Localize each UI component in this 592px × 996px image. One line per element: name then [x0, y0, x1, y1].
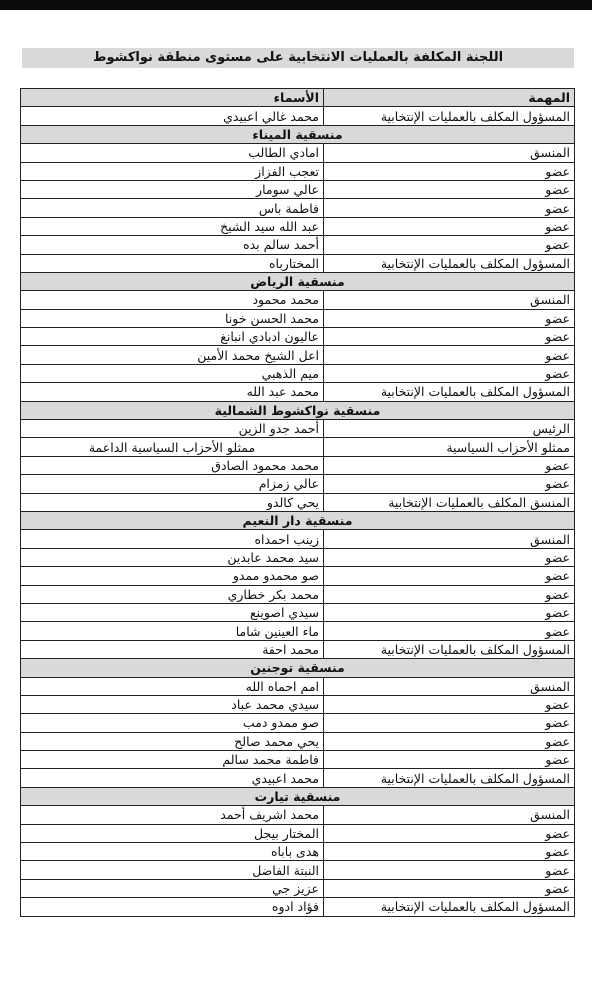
table-row	[21, 309, 575, 327]
role-cell: المنسق	[324, 291, 575, 309]
name-cell: عبد الله سيد الشيخ	[21, 217, 324, 235]
table-row	[21, 861, 575, 879]
top-border	[0, 0, 592, 10]
role-cell: المنسق	[324, 144, 575, 162]
section-header-row	[21, 511, 575, 529]
name-cell: اعل الشيخ محمد الأمين	[21, 346, 324, 364]
section-header-row	[21, 787, 575, 805]
role-cell: عضو	[324, 162, 575, 180]
table-row	[21, 769, 575, 787]
role-cell: عضو	[324, 567, 575, 585]
name-cell: ميم الذهبي	[21, 364, 324, 382]
role-cell: عضو	[324, 861, 575, 879]
name-cell: صو محمدو ممدو	[21, 567, 324, 585]
role-cell: الرئيس	[324, 420, 575, 438]
table-row	[21, 291, 575, 309]
name-cell: محمد الحسن خونا	[21, 309, 324, 327]
name-cell: أحمد سالم بده	[21, 236, 324, 254]
table-row	[21, 438, 575, 456]
name-cell: عالي زمزام	[21, 475, 324, 493]
section-title: منسقية دار النعيم	[21, 511, 575, 529]
section-title: منسقية نواكشوط الشمالية	[21, 401, 575, 419]
table-row	[21, 603, 575, 621]
section-header-row	[21, 659, 575, 677]
name-cell: عزيز جي	[21, 879, 324, 897]
role-cell: ممثلو الأحزاب السياسية	[324, 438, 575, 456]
document-title: اللجنة المكلفة بالعمليات الانتخابية على مستوى منطقة نواكشوط	[22, 48, 574, 68]
name-cell: النبتة الفاضل	[21, 861, 324, 879]
role-cell: المسؤول المكلف بالعمليات الإنتخابية	[324, 769, 575, 787]
name-cell: ماء العينين شاما	[21, 622, 324, 640]
table-row	[21, 677, 575, 695]
name-cell: يحي محمد صالح	[21, 732, 324, 750]
role-cell: عضو	[324, 843, 575, 861]
table-row	[21, 714, 575, 732]
table-row	[21, 530, 575, 548]
name-cell: المختار بيجل	[21, 824, 324, 842]
name-cell: صو ممدو دمب	[21, 714, 324, 732]
role-cell: عضو	[324, 456, 575, 474]
table-row	[21, 806, 575, 824]
role-cell: عضو	[324, 714, 575, 732]
role-cell: عضو	[324, 364, 575, 382]
table-row	[21, 622, 575, 640]
name-cell: امادي الطالب	[21, 144, 324, 162]
role-cell: عضو	[324, 475, 575, 493]
table-row	[21, 328, 575, 346]
role-cell: عضو	[324, 879, 575, 897]
name-cell: عالي سومار	[21, 180, 324, 198]
table-row	[21, 144, 575, 162]
section-header-row	[21, 401, 575, 419]
name-cell: عاليون ادبادي انبانغ	[21, 328, 324, 346]
role-cell: عضو	[324, 622, 575, 640]
name-cell: محمد بكر خطاري	[21, 585, 324, 603]
table-row	[21, 879, 575, 897]
header-role: المهمة	[324, 89, 575, 107]
name-cell: محمد اشريف أحمد	[21, 806, 324, 824]
role-cell: المنسق	[324, 530, 575, 548]
name-cell: محمد محمود الصادق	[21, 456, 324, 474]
committee-table	[20, 88, 575, 917]
role-cell: المسؤول المكلف بالعمليات الإنتخابية	[324, 898, 575, 916]
role-cell: المسؤول المكلف بالعمليات الإنتخابية	[324, 640, 575, 658]
role-cell: عضو	[324, 328, 575, 346]
role-cell: عضو	[324, 732, 575, 750]
role-cell: المنسق المكلف بالعمليات الإنتخابية	[324, 493, 575, 511]
role-cell: المسؤول المكلف بالعمليات الإنتخابية	[324, 383, 575, 401]
name-cell: محمد عبد الله	[21, 383, 324, 401]
table-row	[21, 475, 575, 493]
table-row	[21, 695, 575, 713]
name-cell: امم احماه الله	[21, 677, 324, 695]
role-cell: عضو	[324, 180, 575, 198]
role-cell: عضو	[324, 751, 575, 769]
table-row	[21, 107, 575, 125]
table-row	[21, 162, 575, 180]
section-title: منسقية توجنين	[21, 659, 575, 677]
table-row	[21, 732, 575, 750]
table-row	[21, 364, 575, 382]
name-cell: يحي كالدو	[21, 493, 324, 511]
name-cell: تعجب الفزاز	[21, 162, 324, 180]
name-cell: فاطمة محمد سالم	[21, 751, 324, 769]
name-cell: محمد احفة	[21, 640, 324, 658]
section-title: منسقية تيارت	[21, 787, 575, 805]
table-row	[21, 456, 575, 474]
name-cell: سيدي محمد عباد	[21, 695, 324, 713]
role-cell: عضو	[324, 346, 575, 364]
role-cell: عضو	[324, 217, 575, 235]
role-cell: عضو	[324, 603, 575, 621]
table-row	[21, 567, 575, 585]
role-cell: عضو	[324, 199, 575, 217]
table-row	[21, 548, 575, 566]
table-row	[21, 898, 575, 916]
table-row	[21, 751, 575, 769]
name-cell: أحمد جدو الزين	[21, 420, 324, 438]
role-cell: عضو	[324, 695, 575, 713]
name-cell: محمد اعبيدي	[21, 769, 324, 787]
role-cell: عضو	[324, 309, 575, 327]
table-row	[21, 254, 575, 272]
section-title: منسقية الميناء	[21, 125, 575, 143]
name-cell: زينب احمداه	[21, 530, 324, 548]
role-cell: المنسق	[324, 806, 575, 824]
name-cell: ممثلو الأحزاب السياسية الداعمة	[21, 438, 324, 456]
table-row	[21, 236, 575, 254]
table-row	[21, 346, 575, 364]
header-names: الأسماء	[21, 89, 324, 107]
table-row	[21, 824, 575, 842]
name-cell: سيد محمد عابدين	[21, 548, 324, 566]
role-cell: المسؤول المكلف بالعمليات الإنتخابية	[324, 107, 575, 125]
name-cell: محمد غالي اعبيدي	[21, 107, 324, 125]
name-cell: فاطمة باس	[21, 199, 324, 217]
section-title: منسقية الرياض	[21, 272, 575, 290]
role-cell: عضو	[324, 548, 575, 566]
role-cell: عضو	[324, 236, 575, 254]
table-row	[21, 383, 575, 401]
table-header-row	[21, 89, 575, 107]
table-row	[21, 420, 575, 438]
table-row	[21, 493, 575, 511]
section-header-row	[21, 272, 575, 290]
name-cell: هدى باباه	[21, 843, 324, 861]
name-cell: المختارباه	[21, 254, 324, 272]
table-body	[21, 107, 575, 916]
role-cell: عضو	[324, 824, 575, 842]
table-row	[21, 585, 575, 603]
name-cell: محمد محمود	[21, 291, 324, 309]
table-row	[21, 217, 575, 235]
table-row	[21, 640, 575, 658]
table-row	[21, 843, 575, 861]
role-cell: المسؤول المكلف بالعمليات الإنتخابية	[324, 254, 575, 272]
section-header-row	[21, 125, 575, 143]
role-cell: عضو	[324, 585, 575, 603]
table-row	[21, 180, 575, 198]
name-cell: فؤاد ادوه	[21, 898, 324, 916]
role-cell: المنسق	[324, 677, 575, 695]
table-row	[21, 199, 575, 217]
name-cell: سيدي اصوينع	[21, 603, 324, 621]
